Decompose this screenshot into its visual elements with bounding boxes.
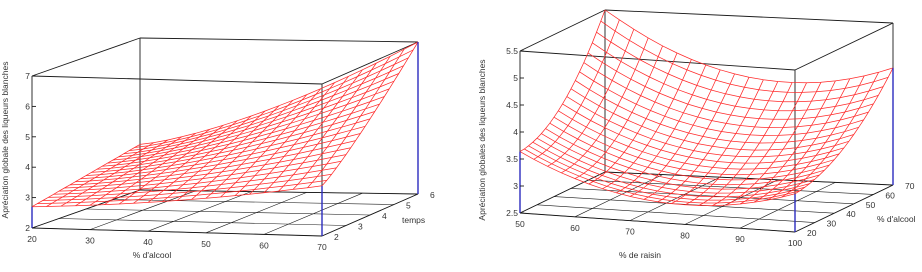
y-tick-label: 2	[334, 232, 339, 242]
floor-grid-y	[520, 213, 795, 232]
z-tick-label: 4	[513, 127, 518, 137]
z-tick-label: 6	[25, 101, 30, 112]
y-tick-label: 30	[826, 218, 837, 229]
box-edge	[322, 42, 418, 84]
x-tick-label: 20	[27, 234, 37, 244]
x-tick-label: 100	[787, 238, 803, 248]
z-tick-label: 4	[25, 162, 30, 173]
z-tick-label: 7	[25, 71, 30, 81]
z-axis-label: Apréciation globale des liqueurs blanches	[0, 61, 10, 219]
y-tick-label: 6	[430, 190, 435, 200]
z-tick-label: 3	[25, 192, 30, 203]
surface-mesh-line	[584, 63, 869, 128]
floor-grid-y	[537, 205, 815, 223]
surface-mesh-line	[558, 111, 839, 169]
x-tick-label: 60	[570, 222, 580, 233]
surface-mesh-line	[592, 43, 878, 111]
z-tick-label: 2.5	[506, 208, 518, 218]
y-tick-label: 40	[846, 209, 856, 220]
y-tick-label: 3	[358, 221, 363, 232]
surface-mesh-line	[293, 56, 390, 189]
z-tick-label: 2	[25, 223, 30, 233]
surface-mesh-line	[322, 42, 418, 186]
floor-grid-y	[32, 228, 322, 236]
surface-mesh-line	[129, 58, 408, 151]
y-axis-label: temps	[402, 215, 426, 225]
z-tick-label: 5.5	[506, 46, 518, 56]
surface-mesh-line	[597, 32, 884, 102]
x-tick-label: 30	[85, 235, 95, 246]
x-tick-label: 40	[143, 237, 153, 248]
surface-mesh-line	[601, 21, 888, 92]
surface-mesh-line	[588, 53, 873, 119]
surface-mesh-line	[140, 42, 418, 144]
y-tick-label: 4	[382, 211, 387, 221]
z-tick-label: 3.5	[506, 154, 518, 164]
y-tick-label: 60	[885, 190, 895, 201]
box-edge	[605, 10, 893, 23]
x-tick-label: 80	[680, 230, 690, 241]
y-tick-label: 20	[807, 228, 817, 238]
surface-plot-grape-alcohol	[477, 10, 916, 260]
box-edge	[140, 38, 418, 42]
surface-mesh-line	[726, 82, 821, 205]
x-tick-label: 70	[317, 242, 327, 252]
x-tick-label: 70	[625, 226, 635, 237]
floor-grid-y	[86, 209, 370, 215]
y-tick-label: 50	[865, 199, 876, 210]
surface-plot-alcohol-time	[0, 38, 435, 260]
z-tick-label: 5	[513, 73, 518, 83]
box-edge	[520, 51, 795, 70]
box-edge	[32, 38, 140, 76]
surface-mesh-line	[524, 149, 800, 203]
y-axis-label: % d'alcool	[877, 214, 916, 224]
surface-mesh-line	[148, 116, 251, 202]
z-tick-label: 4.5	[506, 100, 518, 110]
z-tick-label: 5	[25, 131, 30, 142]
box-edge	[520, 10, 605, 51]
x-tick-label: 60	[259, 240, 269, 251]
x-tick-label: 50	[201, 238, 211, 249]
z-axis-label: Apréciation globales des liqueurs blanches	[477, 59, 487, 221]
x-tick-label: 90	[735, 234, 745, 245]
surface-mesh-line	[206, 95, 307, 199]
z-tick-label: 3	[513, 181, 518, 191]
box-edge	[32, 76, 322, 84]
floor-grid-y	[59, 219, 346, 226]
floor-grid-x	[795, 185, 893, 232]
floor-grid-y	[571, 188, 854, 203]
x-axis-label: % d'alcool	[132, 250, 172, 260]
x-tick-label: 50	[515, 219, 525, 229]
y-tick-label: 70	[905, 181, 915, 191]
box-edge	[795, 23, 893, 70]
floor-grid-x	[520, 172, 605, 213]
surface-mesh-line	[135, 50, 414, 148]
y-tick-label: 5	[406, 200, 411, 211]
x-axis-label: % de raisin	[618, 250, 662, 260]
surface-mesh-line	[529, 146, 805, 200]
